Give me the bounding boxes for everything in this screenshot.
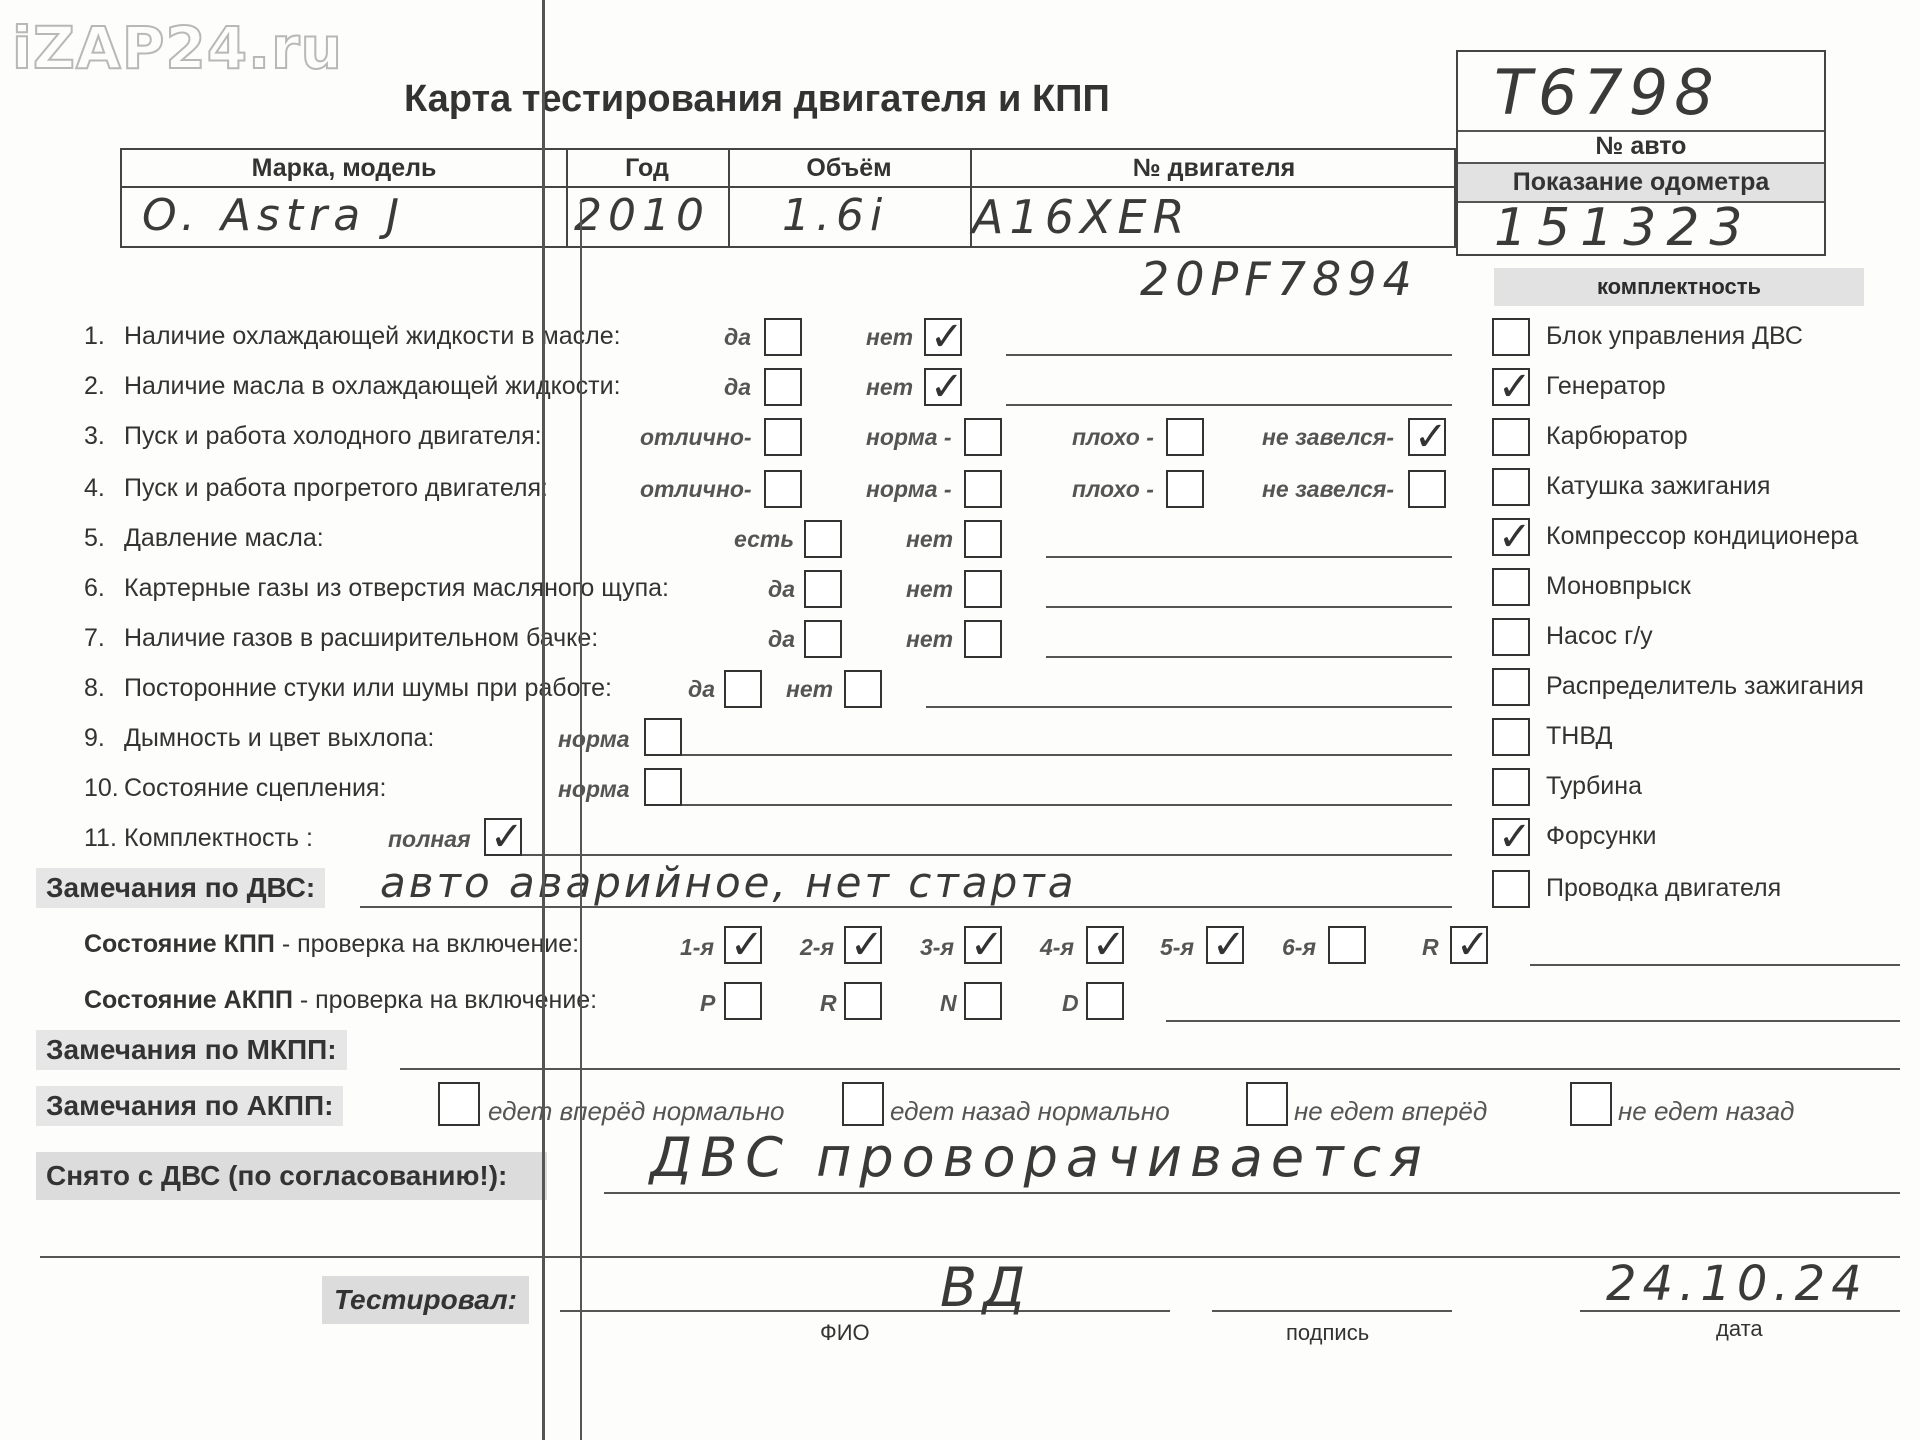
option-label: да <box>724 324 752 350</box>
engine-serial-value[interactable]: 20PF7894 <box>1140 252 1418 306</box>
tester-date-value[interactable]: 24.10.24 <box>1606 1256 1868 1312</box>
option-label: плохо - <box>1072 476 1154 502</box>
question-checkbox[interactable] <box>964 520 1002 558</box>
year-value[interactable]: 2010 <box>574 190 710 241</box>
option-label: норма <box>558 776 630 802</box>
gear-checkbox[interactable] <box>844 926 882 964</box>
answer-line <box>1006 354 1452 356</box>
question-checkbox[interactable] <box>804 570 842 608</box>
tester-name-caption: ФИО <box>820 1320 870 1345</box>
removed-value[interactable]: ДВС проворачивается <box>650 1126 1430 1189</box>
completeness-checkbox[interactable] <box>1492 368 1530 406</box>
gear-label: R <box>1422 934 1439 960</box>
option-label: норма - <box>866 476 952 502</box>
question-checkbox[interactable] <box>924 368 962 406</box>
option-label: полная <box>388 826 471 852</box>
car-number-box <box>1456 50 1826 256</box>
question-label: Состояние сцепления: <box>124 774 387 802</box>
question-checkbox[interactable] <box>644 718 682 756</box>
option-label: да <box>688 676 716 702</box>
gear-checkbox[interactable] <box>1086 926 1124 964</box>
question-checkbox[interactable] <box>804 520 842 558</box>
gearbox-suffix: - проверка на включение: <box>281 930 580 958</box>
question-number: 10. <box>84 774 119 802</box>
auto-gearbox-label <box>84 986 597 1015</box>
volume-label: Объём <box>806 154 892 182</box>
engine-remarks-value[interactable]: авто аварийное, нет старта <box>380 858 1077 907</box>
gear-checkbox[interactable] <box>1450 926 1488 964</box>
volume-value[interactable]: 1.6i <box>782 190 889 241</box>
completeness-checkbox[interactable] <box>1492 870 1530 908</box>
question-checkbox[interactable] <box>1166 470 1204 508</box>
option-label: нет <box>906 526 954 552</box>
question-checkbox[interactable] <box>964 570 1002 608</box>
completeness-checkbox[interactable] <box>1492 718 1530 756</box>
tester-sign-caption: подпись <box>1286 1320 1370 1345</box>
akpp-checkbox[interactable] <box>1570 1082 1612 1126</box>
completeness-checkbox[interactable] <box>1492 318 1530 356</box>
option-label: плохо - <box>1072 424 1154 450</box>
option-label: норма - <box>866 424 952 450</box>
question-number: 7. <box>84 624 105 652</box>
question-checkbox[interactable] <box>844 670 882 708</box>
option-label: нет <box>906 626 954 652</box>
completeness-item-label: Компрессор кондиционера <box>1546 522 1859 550</box>
tester-name-line <box>560 1310 1170 1312</box>
tester-label: Тестировал: <box>322 1276 529 1324</box>
auto-gearbox-line <box>1166 1020 1900 1022</box>
completeness-item-label: Катушка зажигания <box>1546 472 1771 500</box>
question-checkbox[interactable] <box>1408 470 1446 508</box>
question-checkbox[interactable] <box>964 418 1002 456</box>
auto-gear-checkbox[interactable] <box>724 982 762 1020</box>
question-number: 6. <box>84 574 105 602</box>
option-label: отлично- <box>640 476 752 502</box>
answer-line <box>682 754 1452 756</box>
question-checkbox[interactable] <box>764 368 802 406</box>
completeness-checkbox[interactable] <box>1492 468 1530 506</box>
page-title: Карта тестирования двигателя и КПП <box>404 78 1110 120</box>
question-number: 4. <box>84 474 105 502</box>
question-number: 8. <box>84 674 105 702</box>
engine-remarks-label: Замечания по ДВС: <box>36 868 325 908</box>
completeness-checkbox[interactable] <box>1492 618 1530 656</box>
akpp-option-label: едет вперёд нормально <box>488 1096 785 1126</box>
question-label: Наличие охлаждающей жидкости в масле: <box>124 322 621 350</box>
removed-label: Снято с ДВС (по согласованию!): <box>36 1152 547 1200</box>
completeness-item-label: Насос г/у <box>1546 622 1653 650</box>
question-checkbox[interactable] <box>1408 418 1446 456</box>
akpp-checkbox[interactable] <box>438 1082 480 1126</box>
akpp-remarks-label: Замечания по АКПП: <box>36 1086 343 1126</box>
question-label: Картерные газы из отверстия масляного щупа: <box>124 574 669 602</box>
answer-line <box>522 854 1452 856</box>
auto-gear-label: P <box>700 990 716 1016</box>
answer-line <box>1046 556 1452 558</box>
engine-number-label: № двигателя <box>1132 154 1296 182</box>
question-label: Дымность и цвет выхлопа: <box>124 724 435 752</box>
tester-date-caption: дата <box>1716 1316 1763 1341</box>
completeness-checkbox[interactable] <box>1492 518 1530 556</box>
tester-name-value[interactable]: ВД <box>940 1256 1032 1319</box>
car-number-value[interactable]: Т6798 <box>1494 56 1720 129</box>
completeness-checkbox[interactable] <box>1492 818 1530 856</box>
akpp-checkbox[interactable] <box>1246 1082 1288 1126</box>
auto-gearbox-title: Состояние АКПП <box>84 986 293 1014</box>
akpp-checkbox[interactable] <box>842 1082 884 1126</box>
question-label: Наличие газов в расширительном бачке: <box>124 624 599 652</box>
option-label: да <box>768 576 796 602</box>
answer-line <box>682 804 1452 806</box>
make-label: Марка, модель <box>251 154 437 182</box>
gear-label: 4-я <box>1040 934 1074 960</box>
auto-gear-label: D <box>1062 990 1079 1016</box>
question-checkbox[interactable] <box>1166 418 1204 456</box>
gear-label: 2-я <box>800 934 834 960</box>
completeness-checkbox[interactable] <box>1492 418 1530 456</box>
gear-label: 3-я <box>920 934 954 960</box>
option-label: нет <box>866 324 914 350</box>
scan-fold-line <box>542 0 545 1440</box>
gear-checkbox[interactable] <box>1206 926 1244 964</box>
completeness-checkbox[interactable] <box>1492 668 1530 706</box>
question-checkbox[interactable] <box>804 620 842 658</box>
gear-label: 6-я <box>1282 934 1316 960</box>
option-label: да <box>768 626 796 652</box>
answer-line <box>1046 606 1452 608</box>
completeness-checkbox[interactable] <box>1492 568 1530 606</box>
question-number: 9. <box>84 724 105 752</box>
gear-checkbox[interactable] <box>724 926 762 964</box>
option-label: норма <box>558 726 630 752</box>
completeness-checkbox[interactable] <box>1492 768 1530 806</box>
question-label: Комплектность : <box>124 824 313 852</box>
question-label: Давление масла: <box>124 524 324 552</box>
question-number: 11. <box>84 824 117 852</box>
gearbox-line <box>1530 964 1900 966</box>
auto-gear-checkbox[interactable] <box>964 982 1002 1020</box>
vehicle-header-table <box>120 148 1456 248</box>
header-row-divider <box>122 186 1458 188</box>
odometer-value[interactable]: 151323 <box>1494 198 1753 258</box>
question-label: Пуск и работа прогретого двигателя: <box>124 474 548 502</box>
question-number: 2. <box>84 372 105 400</box>
odometer-label: Показание одометра <box>1458 162 1824 203</box>
completeness-item-label: Проводка двигателя <box>1546 874 1782 902</box>
question-number: 5. <box>84 524 105 552</box>
engine-number-value[interactable]: A16XER <box>972 190 1191 244</box>
mkpp-remarks-line <box>400 1068 1900 1070</box>
option-label: нет <box>866 374 914 400</box>
auto-gear-label: R <box>820 990 837 1016</box>
completeness-item-label: Распределитель зажигания <box>1546 672 1864 700</box>
option-label: есть <box>734 526 794 552</box>
completeness-item-label: Генератор <box>1546 372 1666 400</box>
year-label: Год <box>625 154 669 182</box>
option-label: да <box>724 374 752 400</box>
make-value[interactable]: O. Astra J <box>142 190 406 241</box>
completeness-item-label: Блок управления ДВС <box>1546 322 1803 350</box>
question-label: Наличие масла в охлаждающей жидкости: <box>124 372 621 400</box>
akpp-option-label: не едет вперёд <box>1294 1096 1488 1126</box>
question-checkbox[interactable] <box>724 670 762 708</box>
gear-checkbox[interactable] <box>964 926 1002 964</box>
question-checkbox[interactable] <box>964 620 1002 658</box>
auto-gearbox-suffix: - проверка на включение: <box>299 986 598 1014</box>
gearbox-label <box>84 930 579 959</box>
completeness-item-label: ТНВД <box>1546 722 1613 750</box>
answer-line <box>1046 656 1452 658</box>
option-label: отлично- <box>640 424 752 450</box>
auto-gear-checkbox[interactable] <box>1086 982 1124 1020</box>
question-checkbox[interactable] <box>484 818 522 856</box>
question-label: Пуск и работа холодного двигателя: <box>124 422 542 450</box>
question-checkbox[interactable] <box>924 318 962 356</box>
option-label: не завелся- <box>1262 424 1394 450</box>
completeness-item-label: Турбина <box>1546 772 1642 800</box>
question-checkbox[interactable] <box>644 768 682 806</box>
scan-fold-line-2 <box>580 200 582 1440</box>
gear-checkbox[interactable] <box>1328 926 1366 964</box>
car-number-label: № авто <box>1595 132 1687 160</box>
option-label: не завелся- <box>1262 476 1394 502</box>
question-number: 1. <box>84 322 105 350</box>
question-checkbox[interactable] <box>764 470 802 508</box>
akpp-option-label: едет назад нормально <box>890 1096 1170 1126</box>
akpp-option-label: не едет назад <box>1618 1096 1795 1126</box>
option-label: нет <box>786 676 834 702</box>
removed-line <box>604 1192 1900 1194</box>
auto-gear-checkbox[interactable] <box>844 982 882 1020</box>
watermark-logo: iZAP24.ru <box>12 14 343 82</box>
completeness-item-label: Форсунки <box>1546 822 1657 850</box>
completeness-item-label: Карбюратор <box>1546 422 1688 450</box>
mkpp-remarks-label: Замечания по МКПП: <box>36 1030 347 1070</box>
question-label: Посторонние стуки или шумы при работе: <box>124 674 612 702</box>
auto-gear-label: N <box>940 990 957 1016</box>
question-checkbox[interactable] <box>764 418 802 456</box>
answer-line <box>926 706 1452 708</box>
question-number: 3. <box>84 422 105 450</box>
completeness-item-label: Моновпрыск <box>1546 572 1691 600</box>
answer-line <box>1006 404 1452 406</box>
question-checkbox[interactable] <box>764 318 802 356</box>
gear-label: 1-я <box>680 934 714 960</box>
tester-sign-line <box>1212 1310 1452 1312</box>
gearbox-title: Состояние КПП <box>84 930 275 958</box>
question-checkbox[interactable] <box>964 470 1002 508</box>
gear-label: 5-я <box>1160 934 1194 960</box>
option-label: нет <box>906 576 954 602</box>
completeness-header: комплектность <box>1494 268 1864 306</box>
